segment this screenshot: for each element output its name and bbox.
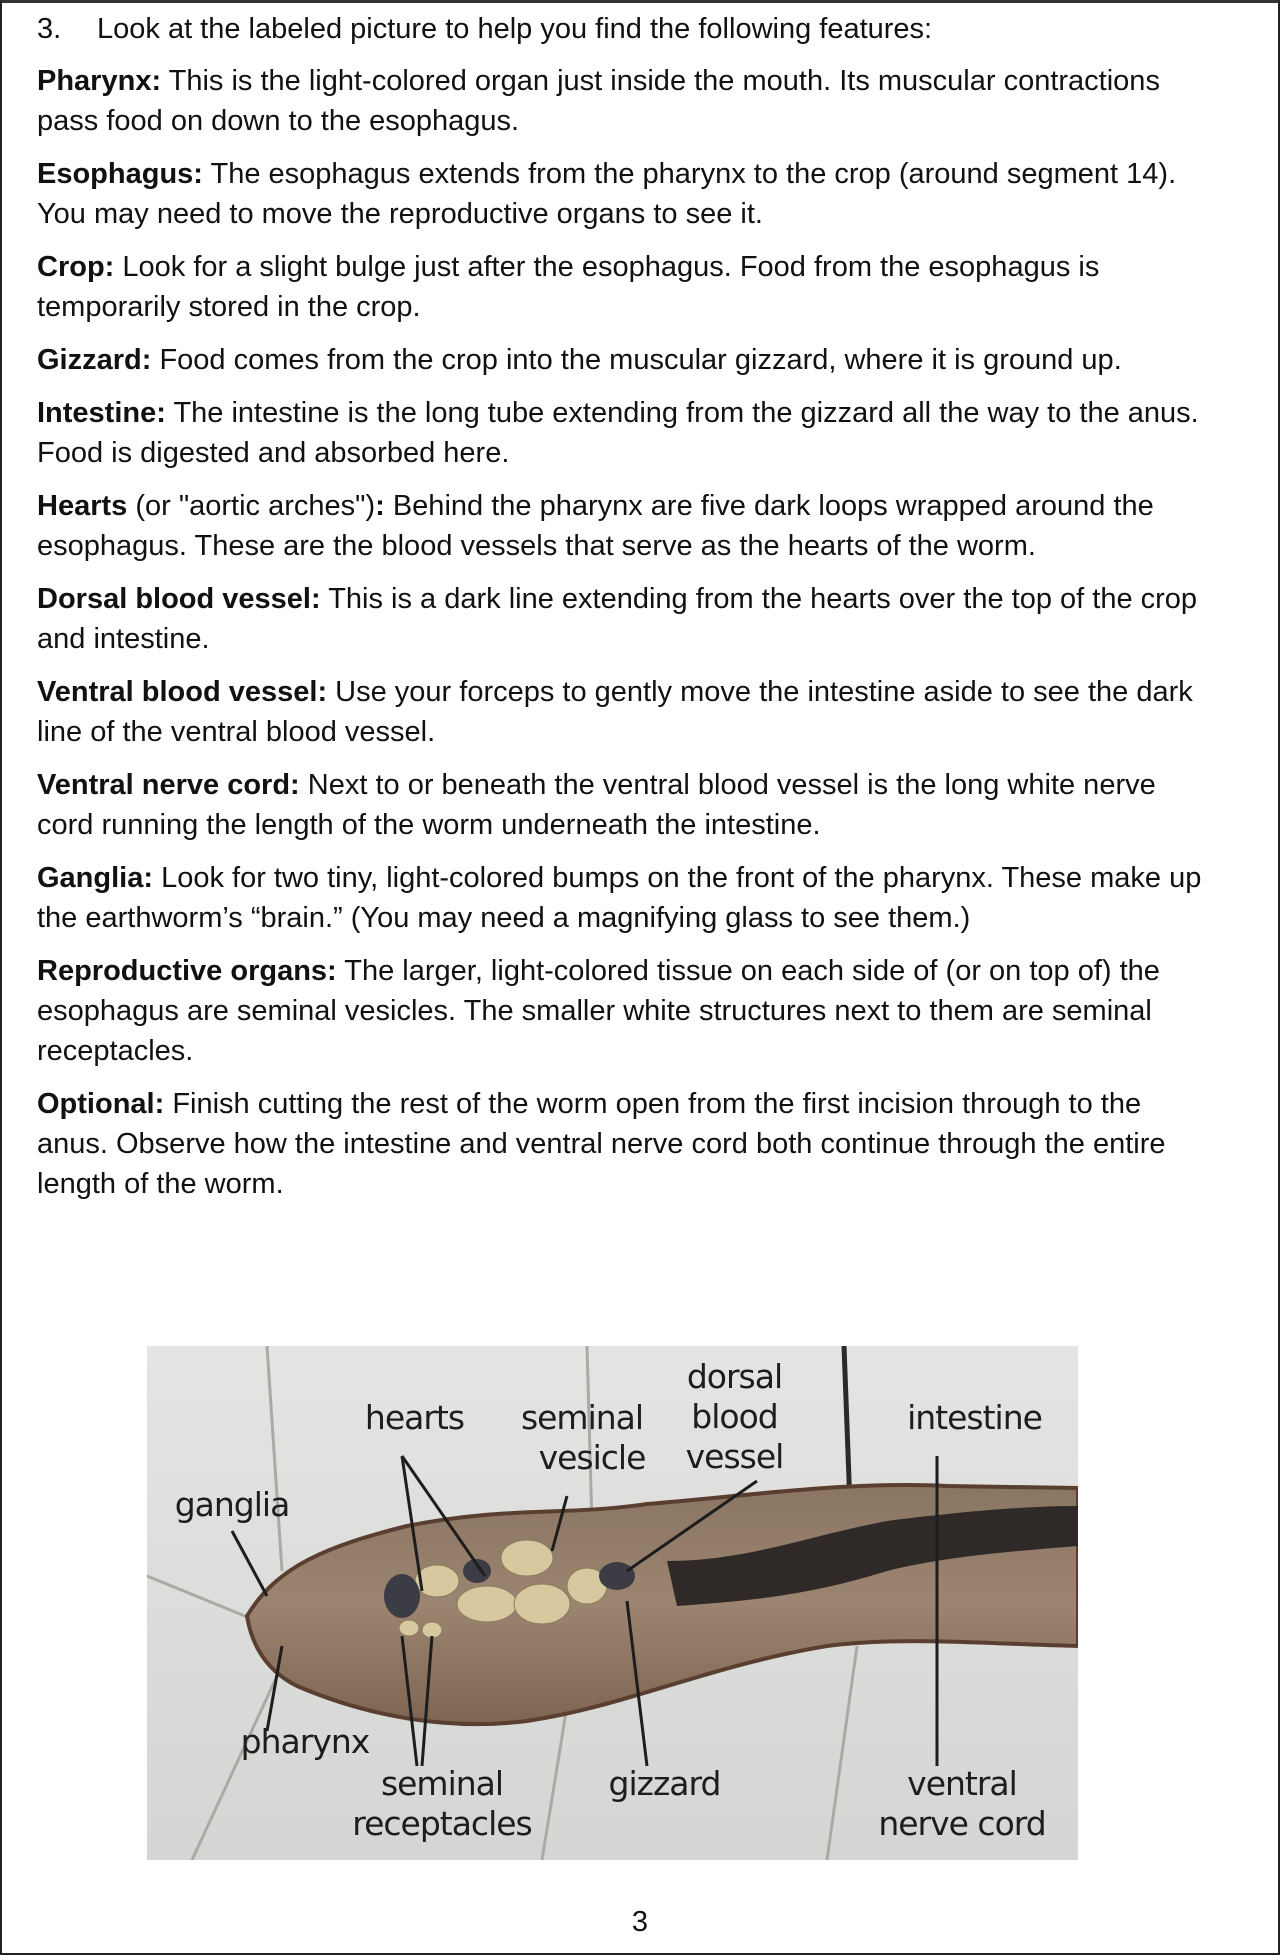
label-line: vesicle bbox=[538, 1438, 646, 1477]
term: Ventral nerve cord: bbox=[37, 769, 300, 801]
term: Pharynx: bbox=[37, 65, 162, 97]
paragraph-intestine bbox=[37, 393, 1205, 473]
definition: Food comes from the crop into the muscular gizzard, where it is ground up. bbox=[151, 344, 1122, 376]
label-line: seminal bbox=[380, 1764, 504, 1803]
label-dorsal-blood-vessel bbox=[677, 1357, 792, 1477]
label-hearts: hearts bbox=[364, 1398, 465, 1437]
paragraph-crop bbox=[37, 247, 1205, 327]
paragraph-ventral-nerve-cord bbox=[37, 765, 1205, 845]
label-line: nerve cord bbox=[878, 1804, 1046, 1843]
label-gizzard: gizzard bbox=[608, 1764, 721, 1803]
label-seminal-receptacles bbox=[327, 1764, 557, 1844]
paragraph-reproductive-organs bbox=[37, 951, 1205, 1071]
label-line: ventral bbox=[907, 1764, 1017, 1803]
term: Ventral blood vessel: bbox=[37, 676, 328, 708]
label-intestine: intestine bbox=[907, 1398, 1042, 1437]
term: Hearts bbox=[37, 490, 128, 522]
term-aside: (or "aortic arches") bbox=[127, 490, 376, 522]
label-pharynx: pharynx bbox=[240, 1722, 370, 1761]
definition: The larger, light-colored tissue on each side of (or on top of) the esophagus are seminal vesicles. The smaller white structures next to them are seminal receptacles. bbox=[37, 955, 1160, 1067]
paragraph-optional bbox=[37, 1084, 1205, 1204]
term: Dorsal blood vessel: bbox=[37, 583, 321, 615]
term: Esophagus: bbox=[37, 158, 203, 190]
label-ganglia: ganglia bbox=[174, 1485, 290, 1524]
term: Ganglia: bbox=[37, 862, 154, 894]
paragraph-dorsal-blood-vessel bbox=[37, 579, 1205, 659]
definition: The intestine is the long tube extending from the gizzard all the way to the anus. Food is digested and absorbed here. bbox=[37, 397, 1199, 469]
intro-text: Look at the labeled picture to help you find the following features: bbox=[97, 13, 933, 45]
step-number: 3. bbox=[37, 13, 62, 45]
definition: Behind the pharynx are five dark loops wrapped around the esophagus. These are the blood vessels that serve as the hearts of the worm. bbox=[37, 490, 1154, 562]
term: Crop: bbox=[37, 251, 115, 283]
definition: Look for a slight bulge just after the esophagus. Food from the esophagus is temporarily stored in the crop. bbox=[37, 251, 1100, 323]
label-ventral-nerve-cord bbox=[852, 1764, 1072, 1844]
earthworm-dissection-figure bbox=[147, 1346, 1078, 1860]
paragraph-esophagus bbox=[37, 154, 1205, 234]
label-line: seminal bbox=[520, 1398, 644, 1437]
term: Optional: bbox=[37, 1088, 165, 1120]
label-line: vessel bbox=[685, 1437, 784, 1476]
definition: The esophagus extends from the pharynx to the crop (around segment 14). You may need to move the reproductive organs to see it. bbox=[37, 158, 1177, 230]
definition: This is the light-colored organ just inside the mouth. Its muscular contractions pass food on down to the esophagus. bbox=[37, 65, 1160, 137]
term: Gizzard: bbox=[37, 344, 152, 376]
paragraph-gizzard bbox=[37, 340, 1205, 380]
definition: Look for two tiny, light-colored bumps on the front of the pharynx. These make up the earthworm’s “brain.” (You may need a magnifying glass to see them.) bbox=[37, 862, 1202, 934]
term-colon: : bbox=[375, 490, 385, 522]
definition: Use your forceps to gently move the intestine aside to see the dark line of the ventral blood vessel. bbox=[37, 676, 1193, 748]
paragraph-ventral-blood-vessel bbox=[37, 672, 1205, 752]
label-line: blood bbox=[691, 1397, 778, 1436]
term: Intestine: bbox=[37, 397, 166, 429]
definition: This is a dark line extending from the hearts over the top of the crop and intestine. bbox=[37, 583, 1198, 655]
label-line: receptacles bbox=[352, 1804, 532, 1843]
definition: Finish cutting the rest of the worm open from the first incision through to the anus. Observe how the intestine and ventral nerve cord both continue through the entire length of the worm. bbox=[37, 1088, 1166, 1200]
definition: Next to or beneath the ventral blood vessel is the long white nerve cord running the length of the worm underneath the intestine. bbox=[37, 769, 1156, 841]
paragraph-hearts bbox=[37, 486, 1205, 566]
label-line: dorsal bbox=[686, 1357, 783, 1396]
paragraph-pharynx bbox=[37, 61, 1205, 141]
term: Reproductive organs: bbox=[37, 955, 337, 987]
paragraph-ganglia bbox=[37, 858, 1205, 938]
label-seminal-vesicle bbox=[502, 1398, 662, 1478]
intro-instruction bbox=[37, 9, 1205, 49]
document-body bbox=[37, 9, 1205, 1217]
page-number: 3 bbox=[631, 1906, 649, 1938]
